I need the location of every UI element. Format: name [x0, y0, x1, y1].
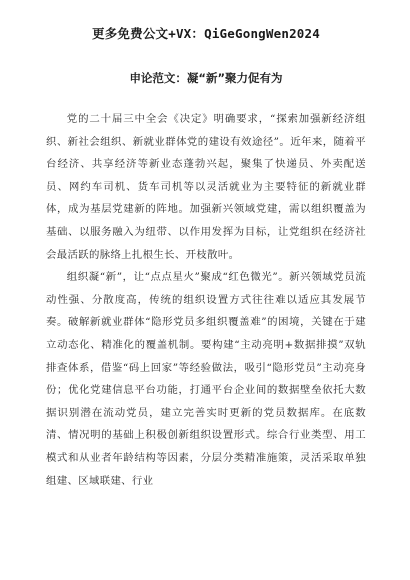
- body-paragraph-2: 组织凝“新”，让“点点星火”聚成“红色微光”。新兴领域党员流动性强、分散度高，传统的组织设置方式往往难以适应其发展节奏。破解新就业群体“隐形党员多组织覆盖难”的困境，关键在于建立动态化、精准化的覆盖机制。要构建“主动亮明+数据排摸”双轨排查体系，借鉴“码上回家”等经验做法，吸引“隐形党员”主动亮身份；优化党建信息平台功能，打通平台企业间的数据壁垒依托大数据识别潜在流动党员，建立完善实时更新的党员数据库。在底数清、情况明的基础上积极创新组织设置形式。综合行业类型、用工模式和从业者年龄结构等因素，分层分类精准施策，灵活采取单独组建、区域联建、行业: [46, 271, 366, 487]
- document-title: 申论范文：凝“新”聚力促有为: [129, 71, 283, 85]
- document-body: [46, 108, 366, 492]
- body-paragraph-1: 党的二十届三中全会《决定》明确要求，“探索加强新经济组织、新社会组织、新就业群体党的建设有效途径”。近年来，随着平台经济、共享经济等新业态蓬勃兴起，聚集了快递员、外卖配送员、网约车司机、货车司机等以灵活就业为主要特征的新就业群体，成为基层党建新的阵地。加强新兴领域党建，需以组织覆盖为基础、以服务融入为纽带、以作用发挥为目标，让党组织在经济社会最活跃的脉络上扎根生长、开枝散叶。: [46, 113, 366, 261]
- header-watermark: 更多免费公文+VX：QiGeGongWen2024: [92, 26, 320, 41]
